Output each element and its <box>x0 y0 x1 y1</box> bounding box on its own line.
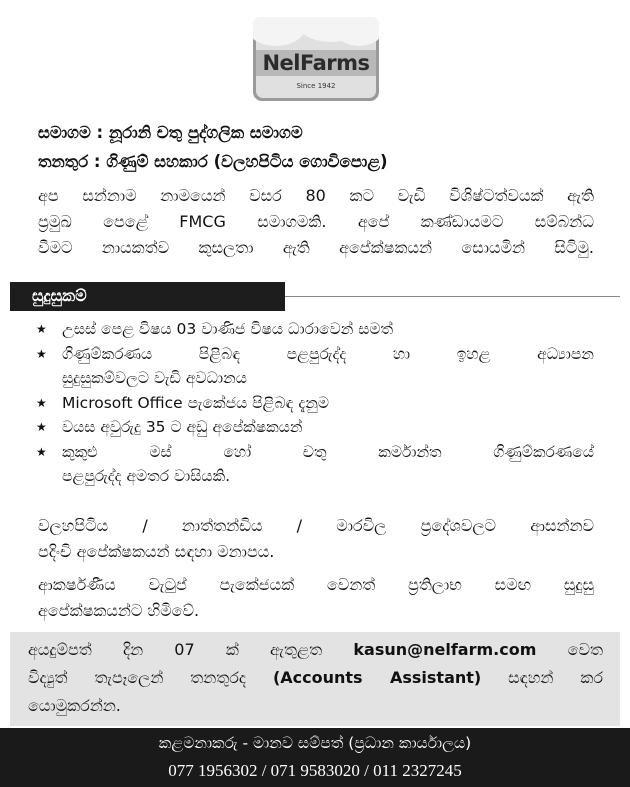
qualifications-list <box>36 317 594 489</box>
footer <box>0 728 630 787</box>
list-item <box>36 440 594 489</box>
package-note-line: අපේක්ෂකයන්ට හිමිවේ. <box>38 601 200 620</box>
footer-address: කළමනාකරු - මානව සම්පත් (ප්‍රධාන කාර්යාලය) <box>158 734 472 752</box>
apply-line: යොමුකරන්න. <box>28 696 121 715</box>
list-item <box>36 342 594 391</box>
area-note-line: පදිංචි අපේක්ෂකයන් සඳහා මනාපය. <box>38 542 275 561</box>
apply-box <box>10 632 620 726</box>
apply-text: සඳහන් කර <box>508 668 603 687</box>
intro-line: අප සන්නාම නාමයෙන් වසර 80 කට වැඩි විශිෂ්ටත්වයක් ඇති <box>38 186 594 205</box>
package-note-line: ආකර්ෂණීය වැටුප් පැකේජයක් වෙනත් ප්‍රතිලාභ සමඟ සුදුසු <box>38 575 594 594</box>
list-item-text: උසස් පෙළ විෂය 03 වාණිජ විෂය ධාරාවෙන් සමත් <box>62 320 394 338</box>
footer-phones: 077 1956302 / 071 9583020 / 011 2327245 <box>168 761 462 780</box>
apply-role: (Accounts Assistant) <box>272 668 482 687</box>
apply-line <box>28 636 603 664</box>
star-bullet-icon: ★ <box>36 420 47 434</box>
apply-text: විද්‍යුත් තැපෑලෙන් තනතුරද <box>28 668 247 687</box>
list-item-text: Microsoft Office පැකේජය පිළිබඳ දැනුම <box>62 393 330 412</box>
list-item-text: ගිණුම්කරණය පිළිබඳ පළපුරුද්ද හා ඉහළ අධ්‍යාපන <box>62 344 594 363</box>
list-item <box>36 317 594 342</box>
logo-name: NelFarms <box>262 51 370 75</box>
list-item <box>36 391 594 416</box>
apply-instructions <box>28 636 603 720</box>
list-item <box>36 415 594 440</box>
intro-line: ප්‍රමුඛ පෙළේ FMCG සමාගමකි. අපේ කණ්ඩායමට සම්බන්ධ <box>38 212 594 231</box>
section-divider <box>285 296 620 297</box>
logo-background <box>256 20 376 98</box>
intro-paragraph <box>38 183 594 261</box>
list-item-text: කුකුළු මස් හෝ චතු කර්මාන්ත ගිණුම්කරණයේ <box>62 442 594 461</box>
qualifications-title: සුදුසුකම් <box>32 286 87 305</box>
package-note <box>38 572 594 624</box>
apply-text: අයදුම්පත් දින 07 ක් ඇතුළත <box>28 640 323 659</box>
position-line: තනතුර : ගිණුම් සහකාර (වලහපිටිය ගොවිපොළ) <box>38 152 388 171</box>
apply-line <box>28 664 603 692</box>
list-item-text: පළපුරුද්ද අමතර වාසියකි. <box>62 467 231 485</box>
area-note <box>38 513 594 565</box>
intro-line: වීමට නායකත්ව කුසලතා ඇති අපේක්ෂකයන් සොයමින් සිටිමු. <box>38 238 594 257</box>
company-logo <box>253 17 379 101</box>
logo-since: Since 1942 <box>296 82 336 90</box>
list-item-text: සුදුසුකම්වලට වැඩි අවධානය <box>62 369 247 387</box>
company-line: සමාගම : නූරානි චතු පුද්ගලික සමාගම <box>38 123 303 142</box>
star-bullet-icon: ★ <box>36 395 47 410</box>
apply-text: වෙත <box>567 640 604 659</box>
qualifications-header <box>10 282 285 311</box>
list-item-text: වයස අවුරුදු 35 ට අඩු අපේක්ෂකයන් <box>62 418 303 436</box>
star-bullet-icon: ★ <box>36 346 47 361</box>
star-bullet-icon: ★ <box>36 444 47 459</box>
apply-email-link[interactable]: kasun@nelfarm.com <box>353 640 537 659</box>
star-bullet-icon: ★ <box>36 322 47 336</box>
area-note-line: වලහපිටිය / නාත්තන්ඩිය / මාරවිල ප්‍රදේශවලට ආසන්නව <box>38 516 594 535</box>
